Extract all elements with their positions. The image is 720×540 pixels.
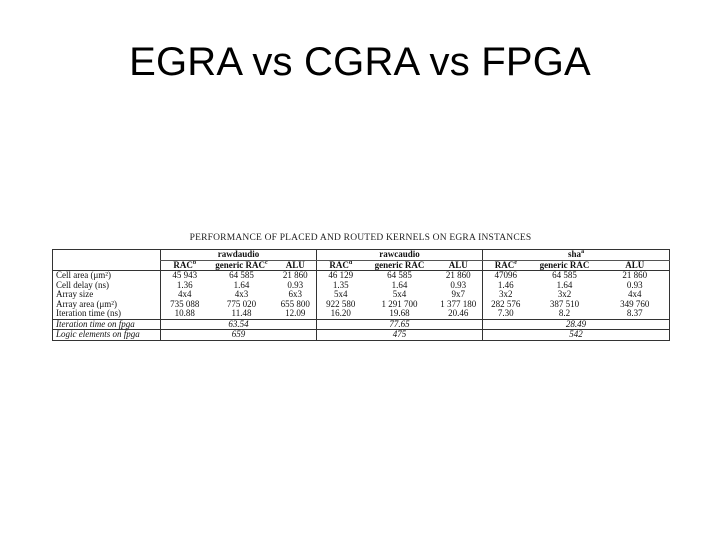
table-cell: 8.2 [558, 309, 571, 318]
sub-header: generic RAC$^c$ [215, 260, 268, 270]
row-label: Cell area (μm²) [53, 271, 161, 281]
row-label: Array area (μm²) [53, 300, 161, 310]
table-cell: 77.65 [317, 319, 483, 330]
table-cell: 1 291 700 [381, 299, 418, 309]
fpga-row [53, 330, 670, 341]
table-cell: 1.64 [233, 280, 250, 290]
table-cell: 4x4 [601, 290, 670, 300]
table-cell: 63.54 [161, 319, 317, 330]
table-row [53, 281, 670, 291]
table-cell: 4x3 [234, 290, 249, 299]
sub-header: ALU [448, 260, 468, 270]
sub-header: RAC$^b$ [161, 260, 209, 271]
table-row [53, 309, 670, 319]
table-cell: 282 576 [483, 300, 529, 310]
table-cell: 542 [483, 330, 670, 341]
table-cell: 4x4 [161, 290, 209, 300]
table-cell: 64 585 [229, 270, 254, 280]
corner-cell [53, 250, 161, 261]
table-cell: 735 088 [161, 300, 209, 310]
table-cell: 655 800 [280, 299, 310, 309]
sub-header: RAC$^d$ [317, 260, 365, 271]
table-cell: 12.09 [285, 309, 306, 318]
group-header-row [53, 250, 670, 261]
table-cell: 8.37 [601, 309, 670, 319]
table-row [53, 271, 670, 281]
table-cell: 9x7 [451, 290, 466, 299]
table-cell: 922 580 [317, 300, 365, 310]
table-cell: 45 943 [161, 271, 209, 281]
sub-header: generic RAC [374, 260, 425, 270]
table-cell: 775 020 [226, 299, 257, 309]
group-header-rawcaudio: rawcaudio [317, 250, 483, 261]
table-row [53, 290, 670, 300]
group-header-rawdaudio: rawdaudio [161, 250, 317, 261]
fpga-row [53, 319, 670, 330]
sub-header: generic RAC [539, 260, 590, 270]
table-cell: 1.36 [161, 281, 209, 291]
table-cell: 1.64 [556, 280, 573, 290]
performance-table [52, 249, 670, 341]
performance-table-figure [52, 233, 669, 341]
row-label: Iteration time (ns) [53, 309, 161, 319]
table-cell: 21 860 [601, 271, 670, 281]
table-cell: 46 129 [317, 271, 365, 281]
table-cell: 28.49 [483, 319, 670, 330]
sub-header-row [53, 260, 670, 271]
table-cell: 7.30 [483, 309, 529, 319]
row-label: Array size [53, 290, 161, 300]
table-cell: 64 585 [552, 270, 577, 280]
table-cell: 5x4 [392, 290, 407, 299]
table-cell: 5x4 [317, 290, 365, 300]
table-cell: 1.35 [317, 281, 365, 291]
table-cell: 1 377 180 [440, 299, 477, 309]
table-cell: 349 760 [601, 300, 670, 310]
table-cell: 6x3 [288, 290, 302, 299]
table-cell: 387 510 [549, 299, 580, 309]
table-caption: PERFORMANCE OF PLACED AND ROUTED KERNELS ON EGRA INSTANCES [189, 233, 532, 243]
sub-header: ALU [601, 260, 670, 271]
table-cell: 10.88 [161, 309, 209, 319]
table-cell: 20.46 [448, 309, 469, 318]
table-cell: 16.20 [317, 309, 365, 319]
group-header-sha: sha$^a$ [483, 250, 670, 261]
table-cell: 0.93 [450, 280, 467, 290]
table-cell: 11.48 [231, 309, 252, 318]
table-cell: 0.93 [287, 280, 304, 290]
sub-header: ALU [285, 260, 305, 270]
row-label: Logic elements on fpga [53, 330, 161, 341]
table-cell: 47096 [483, 271, 529, 281]
sub-header: RAC$^e$ [483, 260, 529, 271]
row-label: Iteration time on fpga [53, 319, 161, 330]
table-cell: 64 585 [387, 270, 412, 280]
table-cell: 1.64 [391, 280, 408, 290]
row-label: Cell delay (ns) [53, 281, 161, 291]
slide-title: EGRA vs CGRA vs FPGA [129, 40, 591, 84]
table-cell: 3x2 [557, 290, 572, 299]
table-cell: 1.46 [483, 281, 529, 291]
table-cell: 475 [317, 330, 483, 341]
table-cell: 659 [161, 330, 317, 341]
table-cell: 19.68 [389, 309, 410, 318]
table-cell: 3x2 [483, 290, 529, 300]
table-cell: 21 860 [445, 270, 471, 280]
table-row [53, 300, 670, 310]
table-cell: 21 860 [282, 270, 308, 280]
table-cell: 0.93 [601, 281, 670, 291]
